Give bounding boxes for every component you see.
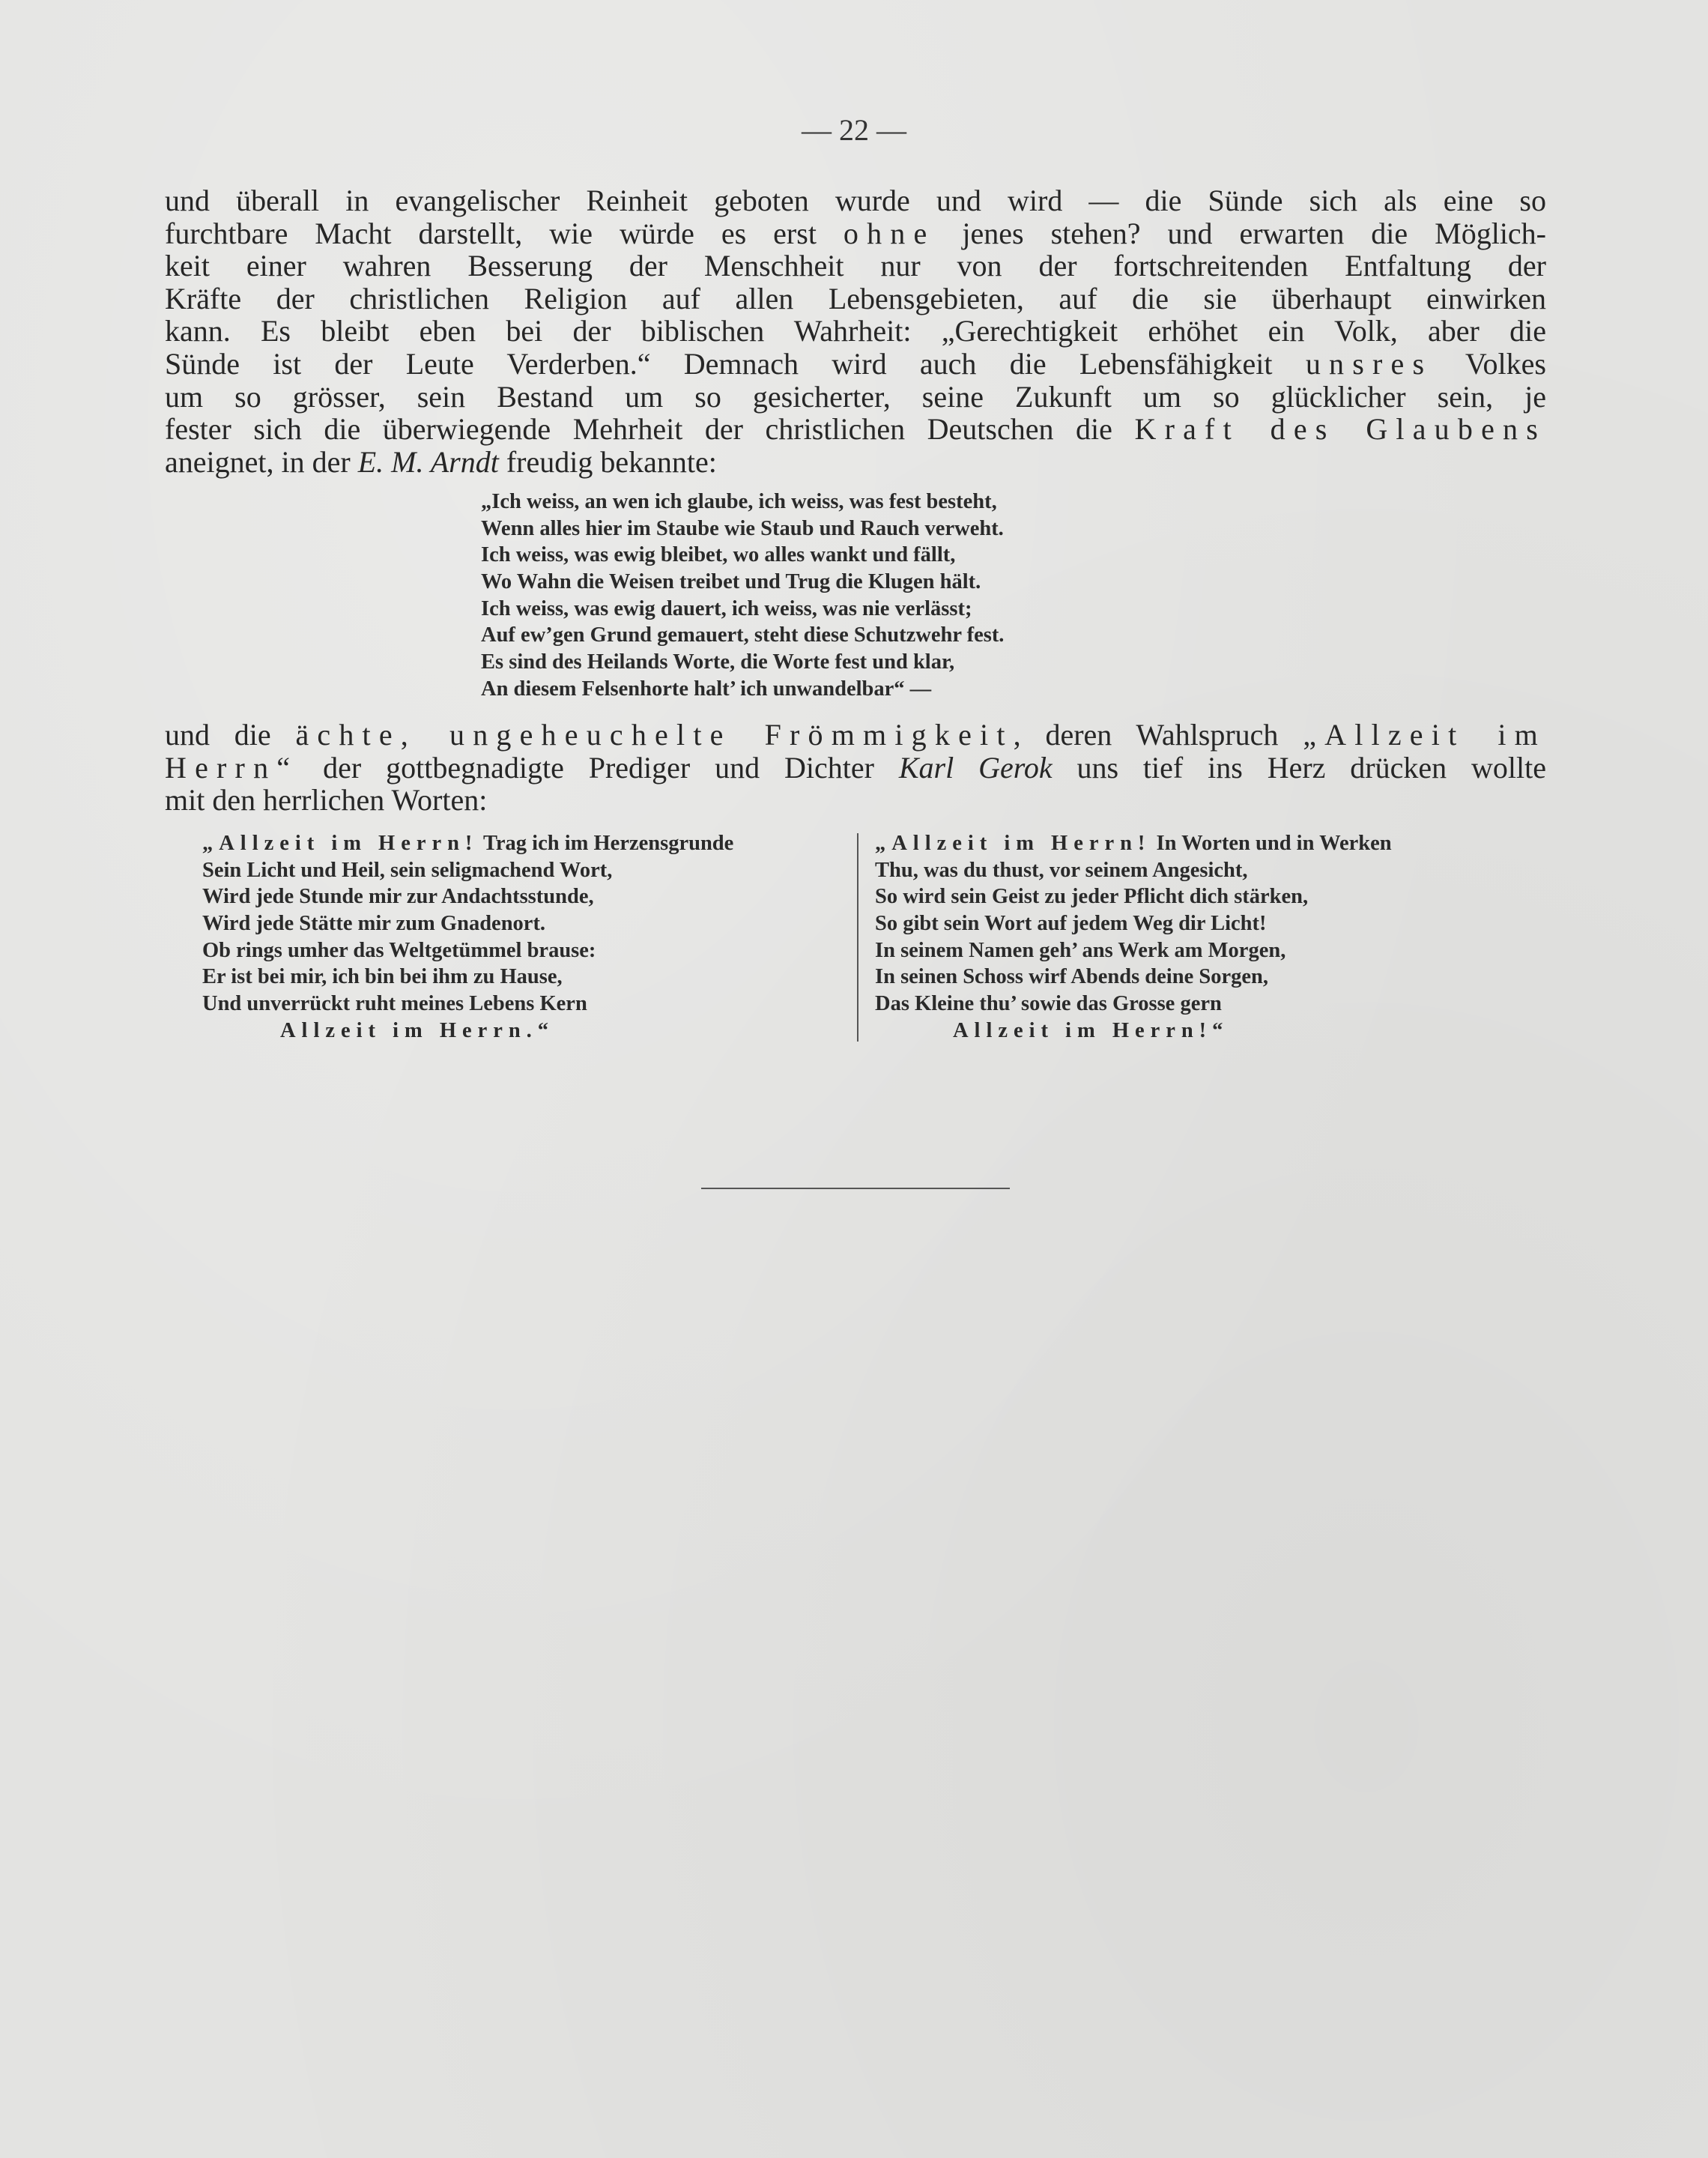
- text-line: [165, 413, 1546, 446]
- text-segment: jenes stehen? und erwarten die Möglich-: [935, 216, 1547, 250]
- text-segment: keit einer wahren Besserung der Menschheit nur von der fortschreitenden Entfaltung der: [165, 249, 1546, 283]
- text-segment: und die: [165, 718, 296, 752]
- poem-line: So gibt sein Wort auf jedem Weg dir Licht!: [875, 912, 1267, 936]
- poem-line: Ich weiss, was ewig bleibet, wo alles wankt und fällt,: [481, 543, 956, 567]
- text-line: [165, 217, 1546, 250]
- page-number: — 22 —: [802, 113, 906, 147]
- poem-line: Wo Wahn die Weisen treibet und Trug die Klugen hält.: [481, 570, 981, 594]
- poem-line: Ob rings umher das Weltgetümmel brause:: [202, 938, 596, 962]
- poem-gerok-left: [202, 830, 733, 1045]
- author-name-italic: Karl Gerok: [898, 750, 1053, 785]
- text-line: [165, 315, 1546, 348]
- text-segment: , deren Wahlspruch: [1013, 718, 1303, 752]
- emphasis-spaced: ächte, ungeheuchelte Frömmigkeit: [295, 718, 1014, 752]
- text-segment: der gottbegnadigte Prediger und Dichter: [298, 750, 899, 785]
- text-segment: Sünde ist der Leute Verderben.“ Demnach wird auch die Lebensfähigkeit: [165, 346, 1306, 381]
- text-segment: Kräfte der christlichen Religion auf allen Lebensgebieten, auf die sie überhaupt einwirken: [165, 281, 1546, 315]
- text-segment: und überall in evangelischer Reinheit geboten wurde und wird — die Sünde sich als eine so: [165, 184, 1546, 217]
- poem-line: [202, 830, 733, 857]
- emphasis-spaced: „Allzeit im: [1303, 718, 1546, 752]
- poem-line: [875, 1018, 1392, 1045]
- poem-arndt: [481, 489, 1004, 703]
- text-line: [165, 752, 1546, 785]
- text-segment: aneignet, in der: [165, 444, 358, 479]
- column-divider: [857, 833, 858, 1042]
- emphasis-spaced: „Allzeit im Herrn!: [202, 832, 479, 855]
- poem-line: In seinem Namen geh’ ans Werk am Morgen,: [875, 938, 1286, 962]
- poem-line: „Ich weiss, an wen ich glaube, ich weiss, was fest besteht,: [481, 490, 997, 513]
- section-end-rule: [701, 1188, 1010, 1189]
- poem-line: Sein Licht und Heil, sein seligmachend Wort,: [202, 858, 613, 882]
- poem-line: Ich weiss, was ewig dauert, ich weiss, was nie verlässt;: [481, 596, 972, 620]
- author-name-italic: E. M. Arndt: [357, 444, 499, 479]
- text-segment: uns tief ins Herz drücken wollte: [1052, 750, 1546, 785]
- text-segment: mit den herrlichen Worten:: [165, 783, 488, 817]
- poem-line: Und unverrückt ruht meines Lebens Kern: [202, 992, 587, 1016]
- text-line: [165, 381, 1546, 414]
- emphasis-spaced: Herrn“: [165, 750, 299, 785]
- poem-line: In seinen Schoss wirf Abends deine Sorgen,: [875, 965, 1268, 989]
- text-segment: furchtbare Macht darstellt, wie würde es erst: [165, 216, 844, 250]
- text-line: [165, 250, 1546, 282]
- poem-line: Auf ew’gen Grund gemauert, steht diese Schutzwehr fest.: [481, 623, 1005, 647]
- text-line: [165, 719, 1546, 752]
- text-segment: Trag ich im Herzensgrunde: [478, 832, 734, 855]
- text-segment: freudig bekannte:: [498, 444, 717, 479]
- poem-gerok-right: [875, 830, 1392, 1045]
- poem-line: An diesem Felsenhorte halt’ ich unwandelbar“ —: [481, 677, 932, 701]
- poem-line: Das Kleine thu’ sowie das Grosse gern: [875, 992, 1222, 1016]
- emphasis-spaced: Kraft des Glaubens: [1134, 412, 1546, 447]
- paragraph-main: [165, 184, 1546, 478]
- text-line: [165, 784, 1546, 817]
- poem-line: Thu, was du thust, vor seinem Angesicht,: [875, 858, 1248, 882]
- text-line: [165, 348, 1546, 381]
- text-segment: Volkes: [1432, 346, 1546, 381]
- text-segment: um so grösser, sein Bestand um so gesicherter, seine Zukunft um so glücklicher sein, je: [165, 379, 1546, 414]
- emphasis-spaced: ohne: [843, 216, 936, 250]
- poem-line: Wenn alles hier im Staube wie Staub und Rauch verweht.: [481, 516, 1004, 540]
- emphasis-spaced: „Allzeit im Herrn!: [875, 832, 1151, 855]
- poem-line: [875, 830, 1392, 857]
- poem-line: [202, 1018, 733, 1045]
- poem-line: So wird sein Geist zu jeder Pflicht dich stärken,: [875, 885, 1309, 909]
- paragraph-second: [165, 719, 1546, 817]
- poem-line: Es sind des Heilands Worte, die Worte fest und klar,: [481, 650, 955, 674]
- poem-line: Wird jede Stätte mir zum Gnadenort.: [202, 912, 546, 936]
- text-segment: fester sich die überwiegende Mehrheit der christlichen Deutschen die: [165, 412, 1135, 447]
- emphasis-spaced: Allzeit im Herrn.“: [280, 1018, 555, 1042]
- text-line: [165, 282, 1546, 315]
- poem-line: Wird jede Stunde mir zur Andachtsstunde,: [202, 885, 594, 909]
- poem-line: Er ist bei mir, ich bin bei ihm zu Hause,: [202, 965, 563, 989]
- emphasis-spaced: Allzeit im Herrn!“: [953, 1018, 1229, 1042]
- text-line: [165, 446, 1546, 479]
- text-line: [165, 184, 1546, 217]
- text-segment: kann. Es bleibt eben bei der biblischen Wahrheit: „Gerechtigkeit erhöhet ein Volk, aber die: [165, 314, 1546, 348]
- text-segment: In Worten und in Werken: [1151, 832, 1392, 855]
- emphasis-spaced: unsres: [1305, 346, 1433, 381]
